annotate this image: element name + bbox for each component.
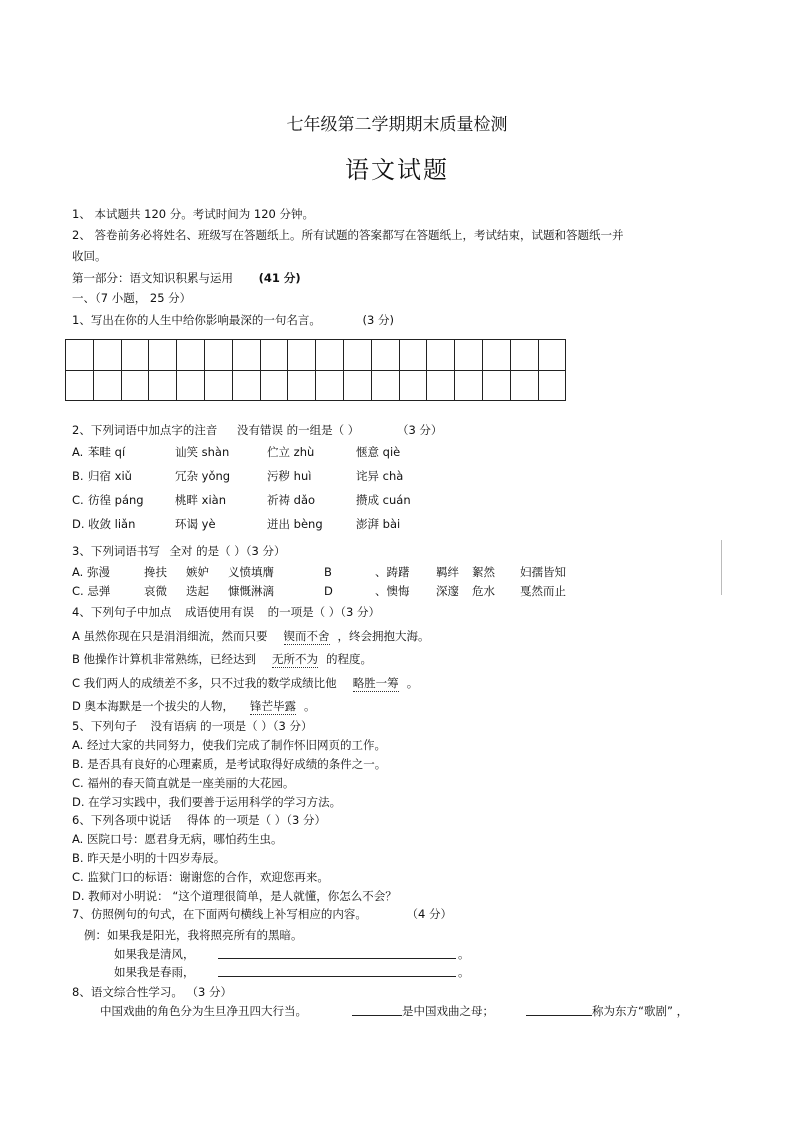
q3-option-word: 、踌躇 (375, 565, 410, 579)
q3-stem: 3、下列词语书写 (72, 544, 160, 558)
q6-option: D. 教师对小明说： “这个道理很简单，是人就懂，你怎么不会？ (72, 889, 397, 903)
question-1 (72, 313, 394, 327)
question-8: 8、语文综合性学习。 （3 分） (72, 985, 232, 999)
question-2 (72, 423, 442, 437)
q2-option-item: 讪笑 shàn (175, 445, 230, 459)
q7-prompt-1: 如果我是清风， (114, 947, 195, 961)
grid-cell[interactable] (538, 340, 566, 371)
note-2-cont: 收回。 (72, 249, 107, 263)
q4-option (72, 652, 372, 666)
q2-option-item: 归宿 xiǔ (88, 469, 132, 483)
q8-blank-1[interactable] (352, 1015, 402, 1016)
q1-score: (3 分) (362, 313, 394, 327)
grid-cell[interactable] (371, 340, 399, 371)
grid-cell[interactable] (482, 370, 510, 401)
grid-cell[interactable] (343, 370, 371, 401)
grid-cell[interactable] (260, 370, 288, 401)
grid-cell[interactable] (121, 340, 149, 371)
q4-idiom: 无所不为 (272, 652, 319, 666)
q1-text: 1、写出在你的人生中给你影响最深的一句名言。 (72, 313, 321, 327)
grid-cell[interactable] (510, 370, 538, 401)
q7-score: （4 分） (406, 907, 452, 921)
q3-option-word: 深邃 (436, 584, 459, 598)
grid-cell[interactable] (177, 370, 205, 401)
part1-label: 第一部分：语文知识积累与运用 (72, 271, 233, 285)
q3-stem-end: 的是（ ）（3 分） (196, 544, 286, 558)
part1-score: (41 分) (258, 271, 301, 285)
q4-idiom: 略胜一筹 (352, 676, 399, 690)
question-5 (72, 719, 313, 733)
question-6 (72, 813, 326, 827)
grid-cell[interactable] (399, 370, 427, 401)
grid-cell[interactable] (66, 370, 94, 401)
grid-cell[interactable] (232, 370, 260, 401)
answer-grid[interactable] (65, 339, 566, 401)
q3-option-word: 危水 (472, 584, 495, 598)
grid-cell[interactable] (316, 370, 344, 401)
grid-cell[interactable] (66, 340, 94, 371)
q2-option-item: 迸出 bèng (267, 517, 323, 531)
q2-option-item: 祈祷 dǎo (267, 493, 316, 507)
q5-stem: 5、下列句子 (72, 719, 137, 733)
q5-option: C. 福州的春天简直就是一座美丽的大花园。 (72, 776, 295, 790)
q4-option-end: 。 (406, 676, 419, 690)
grid-cell[interactable] (232, 340, 260, 371)
grid-cell[interactable] (288, 340, 316, 371)
q2-option-item: 污秽 huì (267, 469, 312, 483)
q2-option-item: 冗杂 yǒng (175, 469, 231, 483)
q3-option-word: C. 忌弹 (72, 584, 111, 598)
q5-option: D. 在学习实践中，我们要善于运用科学的学习方法。 (72, 795, 342, 809)
q5-option: B. 是否具有良好的心理素质，是考试取得好成绩的条件之一。 (72, 757, 387, 771)
q4-option-text: B 他操作计算机非常熟练，已经达到 (72, 652, 257, 666)
q6-stem: 6、下列各项中说话 (72, 813, 172, 827)
q3-option-word: 羁绊 (436, 565, 459, 579)
q3-option-word: 嫉妒 (186, 565, 209, 579)
q2-option-item: 伫立 zhù (267, 445, 315, 459)
q6-option: B. 昨天是小明的十四岁寿辰。 (72, 851, 226, 865)
grid-row (66, 370, 566, 401)
grid-cell[interactable] (93, 370, 121, 401)
q7-end-2: 。 (458, 965, 470, 979)
q2-option-item: 环谒 yè (175, 517, 216, 531)
q2-option-item: 攒成 cuán (356, 493, 411, 507)
q3-option-word: 慷慨淋漓 (228, 584, 274, 598)
q2-option-label: C. (72, 493, 84, 507)
grid-cell[interactable] (427, 370, 455, 401)
q3-option-word: 哀微 (144, 584, 167, 598)
grid-cell[interactable] (260, 340, 288, 371)
q3-option-word: 妇孺皆知 (520, 565, 566, 579)
q2-option-label: A. (72, 445, 84, 459)
q2-option-item: 苯畦 qí (88, 445, 126, 459)
q7-prompt-2: 如果我是春雨， (114, 965, 195, 979)
q3-option-word: 义愤填膺 (228, 565, 274, 579)
q8-blank-2[interactable] (526, 1015, 592, 1016)
q3-option-word: A. 弥漫 (72, 565, 110, 579)
q2-option-item: 桃畔 xiàn (175, 493, 226, 507)
q7-answer-line-1[interactable] (218, 958, 456, 959)
q7-end-1: 。 (458, 947, 470, 961)
grid-cell[interactable] (204, 370, 232, 401)
q6-stem-end: 的一项是（ ）（3 分） (213, 813, 327, 827)
q2-stem-end: 的一组是（ ） (286, 423, 360, 437)
q7-answer-line-2[interactable] (218, 976, 456, 977)
q4-option-text: A 虽然你现在只是涓涓细流，然而只要 (72, 629, 268, 643)
q4-stem: 4、下列句子中加点 (72, 605, 172, 619)
q4-option (72, 629, 430, 643)
question-7 (72, 907, 452, 921)
q5-emphasis: 没有语病 (150, 719, 197, 733)
q3-option-word: B (324, 565, 332, 579)
q4-option-text: D 奥本海默是一个拔尖的人物， (72, 699, 235, 713)
q4-option-end: 的程度。 (326, 652, 373, 666)
q2-option-item: 惬意 qiè (356, 445, 401, 459)
grid-cell[interactable] (371, 370, 399, 401)
grid-cell[interactable] (510, 340, 538, 371)
grid-row (66, 340, 566, 371)
q3-option-word: 絮然 (472, 565, 495, 579)
grid-cell[interactable] (399, 340, 427, 371)
q4-option (72, 699, 316, 713)
grid-cell[interactable] (177, 340, 205, 371)
q2-option-item: 诧异 chà (356, 469, 404, 483)
question-3 (72, 544, 286, 558)
grid-cell[interactable] (343, 340, 371, 371)
grid-cell[interactable] (204, 340, 232, 371)
exam-subtitle: 七年级第二学期期末质量检测 (286, 115, 508, 135)
page-edge-mark (721, 540, 722, 595)
q3-option-word: 迭起 (186, 584, 209, 598)
q8-body-3: 称为东方“歌剧” ， (592, 1004, 689, 1018)
q5-option: A. 经过大家的共同努力，使我们完成了制作怀旧网页的工作。 (72, 738, 386, 752)
q3-option-word: 戛然而止 (520, 584, 566, 598)
q4-idiom: 锋芒毕露 (250, 699, 297, 713)
section-1-heading: 一、（7 小题， 25 分） (72, 291, 192, 305)
q2-option-label: B. (72, 469, 84, 483)
q6-option: C. 监狱门口的标语：谢谢您的合作，欢迎您再来。 (72, 870, 329, 884)
grid-cell[interactable] (149, 370, 177, 401)
grid-cell[interactable] (149, 340, 177, 371)
q5-stem-end: 的一项是（ ）（3 分） (200, 719, 313, 733)
grid-cell[interactable] (316, 340, 344, 371)
q2-emphasis: 没有错误 (236, 423, 283, 437)
grid-cell[interactable] (455, 340, 483, 371)
q4-idiom: 锲而不舍 (283, 629, 330, 643)
q3-option-word: 搀扶 (144, 565, 167, 579)
grid-cell[interactable] (455, 370, 483, 401)
q8-body-2: 是中国戏曲之母； (402, 1004, 494, 1018)
q3-option-word: 、懊悔 (375, 584, 410, 598)
q2-option-label: D. (72, 517, 85, 531)
exam-title: 语文试题 (345, 156, 449, 184)
part1-heading (72, 271, 301, 285)
q4-option (72, 676, 418, 690)
note-1: 1、 本试题共 120 分。考试时间为 120 分钟。 (72, 207, 314, 221)
grid-cell[interactable] (288, 370, 316, 401)
grid-cell[interactable] (93, 340, 121, 371)
q4-option-end: 。 (304, 699, 316, 713)
grid-cell[interactable] (121, 370, 149, 401)
q2-option-item: 收敛 liǎn (88, 517, 136, 531)
q4-stem-end: 的一项是（ ）（3 分） (267, 605, 381, 619)
q7-example: 例：如果我是阳光，我将照亮所有的黑暗。 (84, 928, 303, 942)
q4-option-end: ，终会拥抱大海。 (337, 629, 430, 643)
q4-option-text: C 我们两人的成绩差不多，只不过我的数学成绩比他 (72, 676, 337, 690)
q8-body-1: 中国戏曲的角色分为生旦净丑四大行当。 (100, 1004, 307, 1018)
grid-cell[interactable] (427, 340, 455, 371)
note-2: 2、 答卷前务必将姓名、班级写在答题纸上。所有试题的答案都写在答题纸上，考试结束，试题和答题纸一并 (72, 228, 624, 242)
q2-option-item: 彷徨 páng (88, 493, 144, 507)
q2-score: （3 分） (396, 423, 443, 437)
q3-emphasis: 全对 (169, 544, 193, 558)
q2-stem: 2、下列词语中加点字的注音 (72, 423, 218, 437)
question-4 (72, 605, 380, 619)
grid-cell[interactable] (482, 340, 510, 371)
q3-option-word: D (324, 584, 333, 598)
grid-cell[interactable] (538, 370, 566, 401)
q4-emphasis: 成语使用有误 (184, 605, 254, 619)
q2-option-item: 澎湃 bài (356, 517, 401, 531)
q6-emphasis: 得体 (186, 813, 210, 827)
q7-stem: 7、仿照例句的句式，在下面两句横线上补写相应的内容。 (72, 907, 367, 921)
q6-option: A. 医院口号：愿君身无病，哪怕药生虫。 (72, 832, 283, 846)
